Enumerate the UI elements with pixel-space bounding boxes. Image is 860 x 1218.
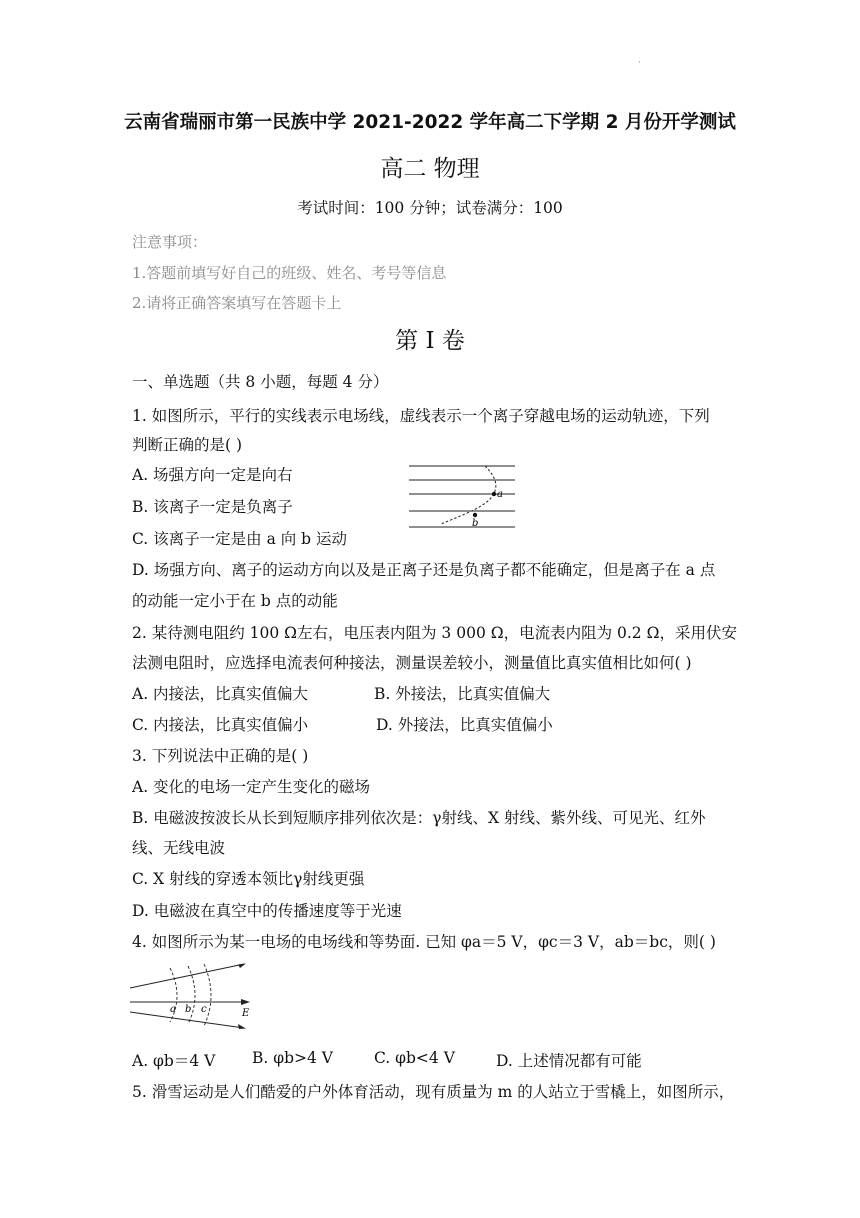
question-4-option-c: C. φb<4 V xyxy=(374,1049,455,1067)
figure-label-b: b xyxy=(472,518,479,529)
section-title: 一、单选题（共 8 小题，每题 4 分） xyxy=(132,373,389,391)
question-1-stem-cont: 判断正确的是( ) xyxy=(132,436,243,454)
question-4-ab-bc: ab＝bc，则( ) xyxy=(614,933,716,951)
question-3-stem: 3. 下列说法中正确的是( ) xyxy=(132,747,309,765)
question-1-option-b: B. 该离子一定是负离子 xyxy=(132,498,293,516)
question-4-field-figure xyxy=(128,958,258,1032)
question-4-option-d: D. 上述情况都有可能 xyxy=(496,1052,642,1070)
question-3-option-b: B. 电磁波按波长从长到短顺序排列依次是：γ射线、X 射线、紫外线、可见光、红外 xyxy=(132,809,706,827)
figure-label-e: E xyxy=(242,1008,250,1019)
notice-item: 2.请将正确答案填写在答题卡上 xyxy=(132,294,342,312)
question-4-phi-c: φc＝3 V， xyxy=(538,933,615,951)
question-4-stem-prefix: 4. 如图所示为某一电场的电场线和等势面. 已知 xyxy=(132,933,461,951)
question-2-option-a: A. 内接法，比真实值偏大 xyxy=(132,685,309,703)
exam-info: 考试时间：100 分钟；试卷满分：100 xyxy=(297,199,563,217)
figure-label-a: a xyxy=(170,1004,176,1015)
question-1-field-figure xyxy=(405,460,520,532)
part-title: 第 I 卷 xyxy=(395,328,465,354)
question-2-option-c: C. 内接法，比真实值偏小 xyxy=(132,716,309,734)
figure-label-b: b xyxy=(185,1004,192,1015)
notice-item: 1.答题前填写好自己的班级、姓名、考号等信息 xyxy=(132,264,447,282)
page-mark: · xyxy=(638,58,641,68)
question-4-option-b: B. φb>4 V xyxy=(252,1049,333,1067)
subject-title: 高二 物理 xyxy=(380,156,480,182)
question-1-option-d: D. 场强方向、离子的运动方向以及是正离子还是负离子都不能确定，但是离子在 a 点 xyxy=(132,561,716,579)
question-2-option-d: D. 外接法，比真实值偏小 xyxy=(376,716,553,734)
question-3-option-a: A. 变化的电场一定产生变化的磁场 xyxy=(132,778,371,796)
question-3-option-b-cont: 线、无线电波 xyxy=(132,839,226,857)
question-1-stem: 1. 如图所示，平行的实线表示电场线，虚线表示一个离子穿越电场的运动轨迹，下列 xyxy=(132,407,710,425)
question-4-stem xyxy=(132,930,716,952)
question-3-option-c: C. X 射线的穿透本领比γ射线更强 xyxy=(132,870,365,888)
question-4-option-a: A. φb＝4 V xyxy=(132,1052,216,1070)
question-2-stem-cont: 法测电阻时，应选择电流表何种接法，测量误差较小，测量值比真实值相比如何( ) xyxy=(132,654,692,672)
question-1-option-d-cont: 的动能一定小于在 b 点的动能 xyxy=(132,592,338,610)
question-1-option-c: C. 该离子一定是由 a 向 b 运动 xyxy=(132,530,348,548)
question-3-option-d: D. 电磁波在真空中的传播速度等于光速 xyxy=(132,902,402,920)
figure-label-a: a xyxy=(497,489,503,500)
notice-heading: 注意事项： xyxy=(132,233,208,251)
figure-label-c: c xyxy=(201,1004,207,1015)
question-5-stem: 5. 滑雪运动是人们酷爱的户外体育活动，现有质量为 m 的人站立于雪橇上，如图所示， xyxy=(132,1083,735,1101)
question-1-option-a: A. 场强方向一定是向右 xyxy=(132,466,293,484)
question-4-phi-a: φa＝5 V， xyxy=(461,933,539,951)
question-2-stem: 2. 某待测电阻约 100 Ω左右，电压表内阻为 3 000 Ω，电流表内阻为 0.2 Ω，采用伏安 xyxy=(132,624,737,642)
question-2-option-b: B. 外接法，比真实值偏大 xyxy=(374,685,551,703)
exam-title: 云南省瑞丽市第一民族中学 2021-2022 学年高二下学期 2 月份开学测试 xyxy=(124,112,736,133)
